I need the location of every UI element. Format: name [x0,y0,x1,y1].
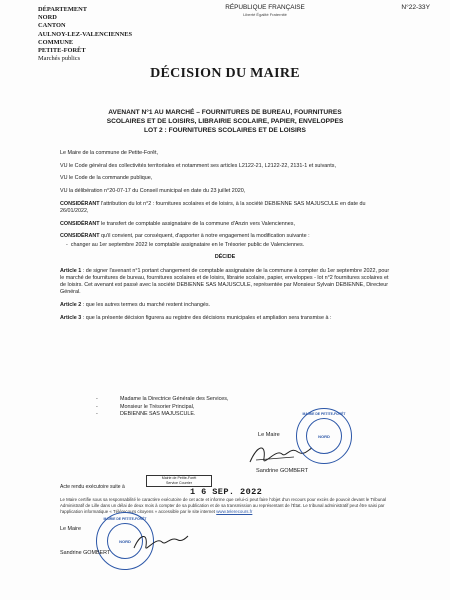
reception-box [146,475,212,487]
considerant-paragraph [60,221,390,228]
administrative-header [38,6,132,63]
legal-text: Le Maire certifie sous sa responsabilité le caractère exécutoire de cet acte et informe que celui-ci peut faire l'objet d'un recours pour excès de pouvoir devant le Tribunal Administratif de Lille dans un délai de deux mois à compter de sa publication et de sa transmission au représentant de l'État. Le tribunal administratif peut être saisi par l'application informatique « Télérecours citoyens » accessible par le site internet [60,497,387,514]
header-line: NORD [38,14,57,22]
article-label: Article 2 [60,301,82,308]
decision-reference: N°22-33Y [401,4,430,11]
seal-ring-text: MAIRIE DE PETITE-FORÊT [103,517,147,521]
article-text: : que les autres termes du marché restent inchangés. [82,301,211,308]
decide-heading: DÉCIDE [214,254,236,261]
header-line: COMMUNE [38,38,74,46]
article-1 [60,268,390,297]
article-label: Article 3 [60,314,82,321]
modification-bullet: - changer au 1er septembre 2022 le comptable assignataire en le Trésorier public de Valenciennes. [66,241,305,248]
republic-header [205,4,325,18]
intro-paragraph: Le Maire de la commune de Petite-Forêt, [60,150,158,156]
subject-line-1: AVENANT N°1 AU MARCHÉ – FOURNITURES DE BUREAU, FOURNITURES [108,109,342,116]
article-text: : de signer l'avenant n°1 portant changement de comptable assignataire de la commune à compter du 1er septembre 2022, pour le marché de fournitures de bureau, fournitures scolaires et de loisirs, librairie scolaire, papier, enveloppes - lot n°2 fournitures scolaires et de loisirs. Cet avenant est passé avec la société DEBIENNE SAS MAJUSCULE, représentée par Monsieur Sylvain DEBIENNE, Directeur Général. [60,267,390,296]
article-3 [60,315,390,322]
seal-ring-text: MAIRIE DE PETITE-FORÊT [302,412,346,416]
considerant-paragraph [60,201,390,215]
considerant-label: CONSIDÉRANT [60,233,100,240]
recipient-item: - Madame la Directrice Générale des Services, [96,396,229,402]
document-subject [60,108,390,135]
article-text: : que la présente décision figurera au registre des décisions municipales et ampliation sera transmise à : [82,314,332,321]
considerant-label: CONSIDÉRANT [60,200,100,207]
subject-line-2: SCOLAIRES ET DE LOISIRS, LIBRAIRIE SCOLAIRE, PAPIER, ENVELOPPES [106,118,344,125]
considerant-paragraph [60,233,390,240]
footer-mayor-name: Sandrine GOMBERT [60,550,111,556]
article-2 [60,302,390,309]
recipient-item: - Monsieur le Trésorier Principal, [96,403,195,410]
footer-maire-label: Le Maire [60,526,81,532]
reception-date-stamp: 1 6 SEP. 2022 [190,487,263,497]
mayor-name: Sandrine GOMBERT [256,468,309,474]
header-line: CANTON [38,22,66,30]
subject-line-3: LOT 2 : FOURNITURES SCOLAIRES ET DE LOISIRS [144,127,306,134]
vu-paragraph: VU la délibération n°20-07-17 du Conseil municipal en date du 23 juillet 2020, [60,188,246,195]
republic-label: RÉPUBLIQUE FRANÇAISE [225,4,305,11]
telerecours-link[interactable]: www.telerecours.fr [216,509,253,514]
vu-paragraph: VU le Code de la commande publique, [60,175,153,182]
considerant-label: CONSIDÉRANT [60,220,100,227]
considerant-text: qu'il convient, par conséquent, d'apporter à notre engagement la modification suivante : [101,233,310,240]
executory-label: Acte rendu exécutoire suite à [60,484,125,490]
seal-center-text: NORD [119,539,131,544]
mayor-seal [296,408,352,464]
reception-line: Service Courrier [166,481,192,485]
recipient-item: - DEBIENNE SAS MAJUSCULE. [96,411,196,418]
header-line: AULNOY-LEZ-VALENCIENNES [38,30,133,38]
considerant-text: l'attribution du lot n°2 : fournitures scolaires et de loisirs, à la société DEBIENNE SAS MAJUSCULE en date du 26/01/2022, [60,200,366,215]
article-label: Article 1 [60,267,82,274]
considerant-text: le transfert de comptable assignataire de la commune d'Anzin vers Valenciennes, [101,220,295,227]
header-service: Marchés publics [38,55,81,63]
reception-line: Mairie de Petite-Forêt [161,476,197,480]
vu-paragraph: VU le Code général des collectivités territoriales et notamment ses articles L2122-21, L2122-22, 2131-1 et suivants, [60,162,336,169]
header-line: DÉPARTEMENT [38,6,88,13]
header-line: PETITE-FORÊT [38,47,86,55]
seal-center-text: NORD [318,434,330,439]
mayor-signature [130,528,190,558]
document-title: DÉCISION DU MAIRE [150,66,300,81]
legal-notice [60,497,390,515]
republic-motto: Liberté Égalité Fraternité [243,12,287,17]
maire-label: Le Maire [258,432,280,438]
document-body [60,150,390,327]
recipients-list [96,396,228,419]
